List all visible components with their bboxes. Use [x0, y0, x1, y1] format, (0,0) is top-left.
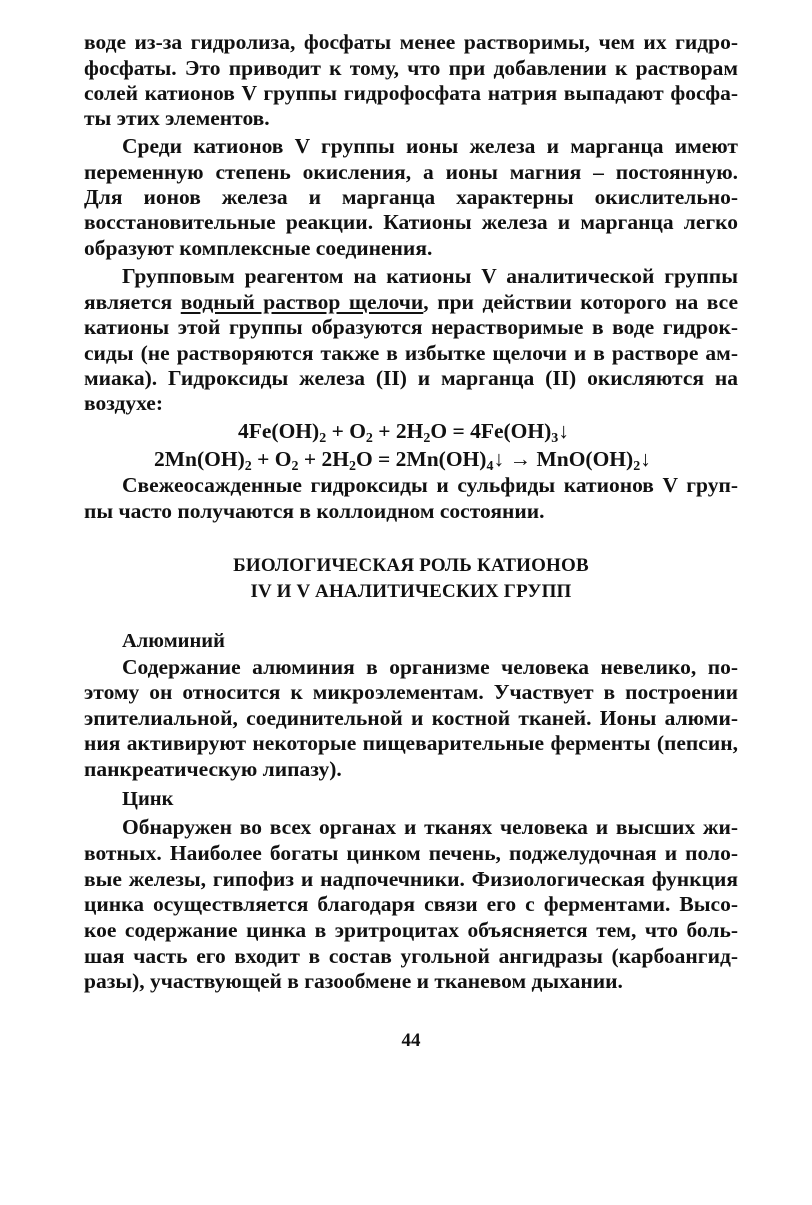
section-heading: IV И V АНАЛИТИЧЕСКИХ ГРУПП — [250, 581, 572, 602]
eq-sub: 3 — [551, 431, 559, 447]
eq-part: + O — [326, 419, 366, 443]
eq-part: O = 4Fe(OH) — [430, 419, 552, 443]
eq-sub: 2 — [291, 459, 299, 475]
paragraph-line: Свежеосажденные гидроксиды и сульфиды катионов V груп- — [122, 473, 738, 497]
paragraph-line: вые железы, гипофиз и надпочечники. Физиологическая функция — [84, 867, 738, 891]
paragraph-line — [84, 289, 738, 315]
paragraph-line: миака). Гидроксиды железа (II) и марганца (II) окисляются на — [84, 366, 738, 390]
eq-sub: 4 — [486, 459, 494, 475]
paragraph-line: сиды (не растворяются также в избытке щелочи и в растворе ам- — [84, 341, 738, 365]
paragraph-line: Содержание алюминия в организме человека невелико, по- — [122, 655, 738, 679]
paragraph-line: солей катионов V группы гидрофосфата натрия выпадают фосфа- — [84, 81, 738, 105]
eq-sub: 2 — [348, 459, 356, 475]
paragraph-line: эпителиальной, соединительной и костной тканей. Ионы алюми- — [84, 706, 738, 730]
paragraph-line: воде из-за гидролиза, фосфаты менее растворимы, чем их гидро- — [84, 30, 738, 54]
paragraph-line: пы часто получаются в коллоидном состоянии. — [84, 499, 545, 523]
paragraph-line: этому он относится к микроэлементам. Участвует в построении — [84, 680, 738, 704]
eq-part: + 2H — [372, 419, 424, 443]
subheading-zinc: Цинк — [122, 788, 174, 810]
equation-mn — [154, 446, 714, 475]
paragraph-line: шая часть его входит в состав угольной ангидразы (карбоангид- — [84, 944, 738, 968]
eq-part: 2Mn(OH) — [154, 447, 245, 471]
paragraph-line: фосфаты. Это приводит к тому, что при добавлении к растворам — [84, 56, 738, 80]
paragraph-line: Обнаружен во всех органах и тканях человека и высших жи- — [122, 815, 738, 839]
paragraph-line: цинка осуществляется благодаря связи его с ферментами. Высо- — [84, 892, 738, 916]
eq-sub: 2 — [423, 431, 431, 447]
text-span: , при действии которого на все — [423, 290, 738, 314]
paragraph-line: Групповым реагентом на катионы V аналитической группы — [122, 264, 738, 288]
eq-part: ↓ → MnO(OH) — [493, 447, 634, 471]
text-span: является — [84, 290, 181, 314]
subheading-aluminum: Алюминий — [122, 630, 225, 652]
eq-part: + O — [251, 447, 292, 471]
paragraph-line: восстановительные реакции. Катионы железа и марганца легко — [84, 210, 738, 234]
eq-sub: 2 — [319, 431, 327, 447]
eq-sub: 2 — [244, 459, 252, 475]
paragraph-line: переменную степень окисления, а ионы магния – постоянную. — [84, 160, 738, 184]
eq-part: ↓ — [640, 447, 651, 471]
eq-sub: 2 — [633, 459, 641, 475]
eq-part: 4Fe(OH) — [238, 419, 320, 443]
paragraph-line: ты этих элементов. — [84, 106, 270, 130]
page-number: 44 — [401, 1030, 421, 1051]
equation-fe — [238, 418, 658, 447]
eq-part: O = 2Mn(OH) — [355, 447, 487, 471]
paragraph-line: панкреатическую липазу). — [84, 757, 342, 781]
paragraph-line: образуют комплексные соединения. — [84, 236, 433, 260]
underlined-term: водный раствор щелочи — [180, 290, 424, 314]
paragraph-line: Для ионов железа и марганца характерны окислительно- — [84, 185, 738, 209]
eq-sub: 2 — [365, 431, 373, 447]
eq-part: + 2H — [298, 447, 349, 471]
paragraph-line: вотных. Наиболее богаты цинком печень, поджелудочная и поло- — [84, 841, 738, 865]
paragraph-line: Среди катионов V группы ионы железа и марганца имеют — [122, 134, 738, 158]
paragraph-line: воздухе: — [84, 391, 164, 415]
paragraph-line: разы), участвующей в газообмене и тканевом дыхании. — [84, 969, 623, 993]
paragraph-line: кое содержание цинка в эритроцитах объясняется тем, что боль- — [84, 918, 738, 942]
section-heading: БИОЛОГИЧЕСКАЯ РОЛЬ КАТИОНОВ — [233, 555, 589, 576]
eq-part: ↓ — [558, 419, 570, 443]
paragraph-line: ния активируют некоторые пищеварительные ферменты (пепсин, — [84, 731, 738, 755]
paragraph-line: катионы этой группы образуются нерастворимые в воде гидрок- — [84, 315, 738, 339]
